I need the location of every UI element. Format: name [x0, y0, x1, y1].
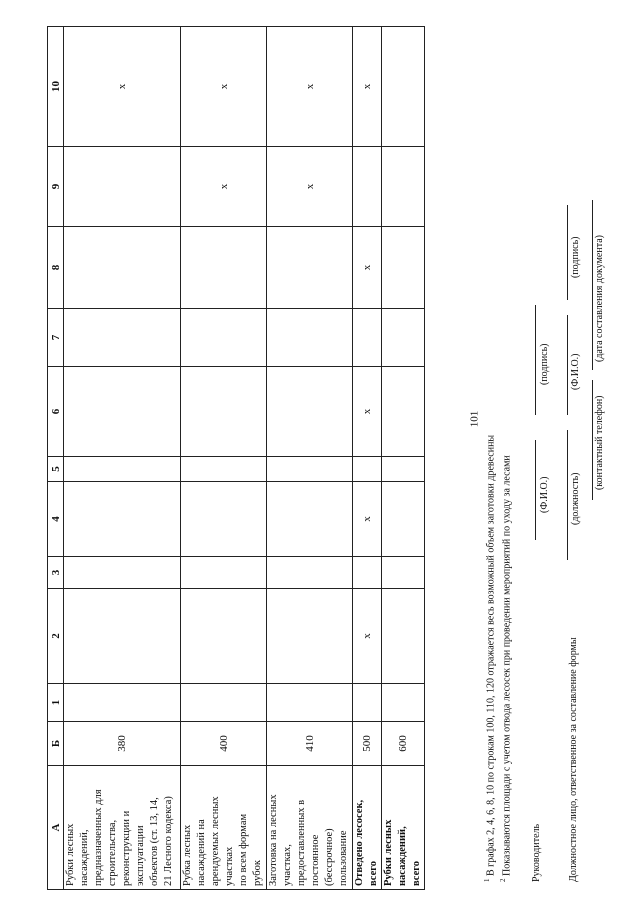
value-cell: [181, 367, 267, 457]
head-fio-caption: (Ф.И.О.): [539, 476, 550, 513]
value-cell: [353, 309, 382, 367]
value-cell: [64, 457, 181, 482]
row-name-line: Заготовка на лесных: [268, 794, 279, 886]
row-name-cell: [64, 766, 181, 890]
table-row: [382, 27, 425, 890]
table-row: [267, 27, 353, 890]
value-cell: х: [353, 367, 382, 457]
table-header-row: [48, 27, 64, 890]
row-name-line: всего: [368, 860, 379, 886]
row-code-cell: 600: [382, 722, 425, 766]
row-name-line: предназначенных для: [93, 789, 104, 886]
value-cell: [382, 684, 425, 722]
value-cell: [353, 557, 382, 589]
value-cell: [181, 457, 267, 482]
row-code-cell: 400: [181, 722, 267, 766]
table-row: [181, 27, 267, 890]
row-code-cell: 500: [353, 722, 382, 766]
value-cell: [353, 147, 382, 227]
value-cell: [64, 147, 181, 227]
column-header: 4: [48, 482, 64, 557]
fio-caption: (Ф.И.О.): [570, 353, 581, 390]
value-cell: [382, 367, 425, 457]
value-cell: [382, 557, 425, 589]
head-label: Руководитель: [531, 823, 542, 882]
row-name-line: (бессрочное): [324, 828, 335, 886]
row-name-line: 21 Лесного кодекса): [163, 796, 174, 886]
value-cell: [353, 684, 382, 722]
row-code-cell: 410: [267, 722, 353, 766]
value-cell: х: [353, 27, 382, 147]
column-header: 5: [48, 457, 64, 482]
value-cell: [267, 684, 353, 722]
row-name-line: Отведено лесосек,: [354, 799, 365, 886]
value-cell: [64, 557, 181, 589]
value-cell: х: [353, 482, 382, 557]
row-name-line: насаждений на: [196, 819, 207, 886]
row-name-cell: [353, 766, 382, 890]
column-header: 6: [48, 367, 64, 457]
sign-line: [567, 205, 568, 300]
row-name-line: эксплуатации: [135, 825, 146, 886]
row-code-cell: 380: [64, 722, 181, 766]
row-name-line: строительства,: [107, 819, 118, 886]
value-cell: [181, 557, 267, 589]
row-name-line: участках,: [282, 844, 293, 886]
row-name-line: насаждений,: [79, 829, 90, 886]
value-cell: х: [181, 147, 267, 227]
row-name-line: Рубки лесных: [383, 819, 394, 886]
value-cell: [64, 309, 181, 367]
value-cell: [181, 309, 267, 367]
value-cell: [267, 309, 353, 367]
value-cell: [382, 27, 425, 147]
rotated-form: [47, 25, 607, 890]
value-cell: [382, 227, 425, 309]
value-cell: [267, 457, 353, 482]
row-name-line: предоставленных в: [296, 799, 307, 886]
row-name-line: Рубки лесных: [65, 823, 76, 886]
column-header: 9: [48, 147, 64, 227]
column-header: Б: [48, 722, 64, 766]
value-cell: [267, 482, 353, 557]
value-cell: х: [181, 27, 267, 147]
value-cell: [267, 227, 353, 309]
value-cell: х: [353, 227, 382, 309]
value-cell: [382, 309, 425, 367]
page-number: 101: [468, 410, 481, 428]
column-header: 1: [48, 684, 64, 722]
column-header: 7: [48, 309, 64, 367]
row-name-cell: [382, 766, 425, 890]
row-name-line: постоянное: [310, 834, 321, 886]
row-name-line: Рубка лесных: [182, 824, 193, 886]
row-name-line: насаждений,: [397, 826, 408, 886]
value-cell: [64, 589, 181, 684]
row-name-line: пользование: [338, 830, 349, 886]
value-cell: х: [267, 27, 353, 147]
phone-line: [592, 380, 593, 500]
date-caption: (дата составления документа): [594, 235, 605, 362]
head-sign-line: [535, 305, 536, 415]
row-name-line: реконструкции и: [121, 810, 132, 886]
row-name-cell: [267, 766, 353, 890]
value-cell: [64, 684, 181, 722]
column-header: 2: [48, 589, 64, 684]
value-cell: [64, 367, 181, 457]
value-cell: [181, 482, 267, 557]
value-cell: [64, 482, 181, 557]
fio-line: [567, 315, 568, 415]
value-cell: [64, 227, 181, 309]
date-line: [592, 200, 593, 370]
row-name-cell: [181, 766, 267, 890]
footnote-1: $^1$ В графах 2, 4, 6, 8, 10 по строкам 100, 110, 120 отражается весь возможный объем заготовки древесины: [483, 434, 497, 882]
row-name-line: арендуемых лесных: [210, 796, 221, 886]
row-name-line: рубок: [252, 860, 263, 886]
value-cell: [181, 589, 267, 684]
value-cell: [181, 684, 267, 722]
value-cell: х: [353, 589, 382, 684]
position-line: [567, 430, 568, 560]
footnotes: [481, 435, 514, 882]
report-table: [47, 26, 425, 890]
column-header: 3: [48, 557, 64, 589]
value-cell: [267, 557, 353, 589]
sign-caption: (подпись): [570, 236, 581, 278]
value-cell: [382, 589, 425, 684]
value-cell: х: [64, 27, 181, 147]
column-header: 8: [48, 227, 64, 309]
value-cell: [267, 367, 353, 457]
head-fio-line: [535, 440, 536, 540]
value-cell: [181, 227, 267, 309]
value-cell: [353, 457, 382, 482]
value-cell: [267, 589, 353, 684]
row-name-line: участках: [224, 846, 235, 886]
phone-caption: (контактный телефон): [594, 395, 605, 490]
position-caption: (должность): [570, 472, 581, 525]
responsible-label: Должностное лицо, ответственное за составление формы: [568, 637, 579, 882]
table-row: [353, 27, 382, 890]
value-cell: [382, 482, 425, 557]
head-sign-caption: (подпись): [539, 343, 550, 385]
value-cell: [382, 147, 425, 227]
footnote-2: $^2$ Показываются площади с учетом отвода лесосек при проведении мероприятий по уходу за лесами: [499, 455, 513, 882]
column-header: 10: [48, 27, 64, 147]
column-header: А: [48, 766, 64, 890]
table-row: [64, 27, 181, 890]
value-cell: [382, 457, 425, 482]
row-name-line: по всем формам: [238, 813, 249, 886]
row-name-line: объектов (ст. 13, 14,: [149, 797, 160, 886]
value-cell: х: [267, 147, 353, 227]
row-name-line: всего: [411, 860, 422, 886]
